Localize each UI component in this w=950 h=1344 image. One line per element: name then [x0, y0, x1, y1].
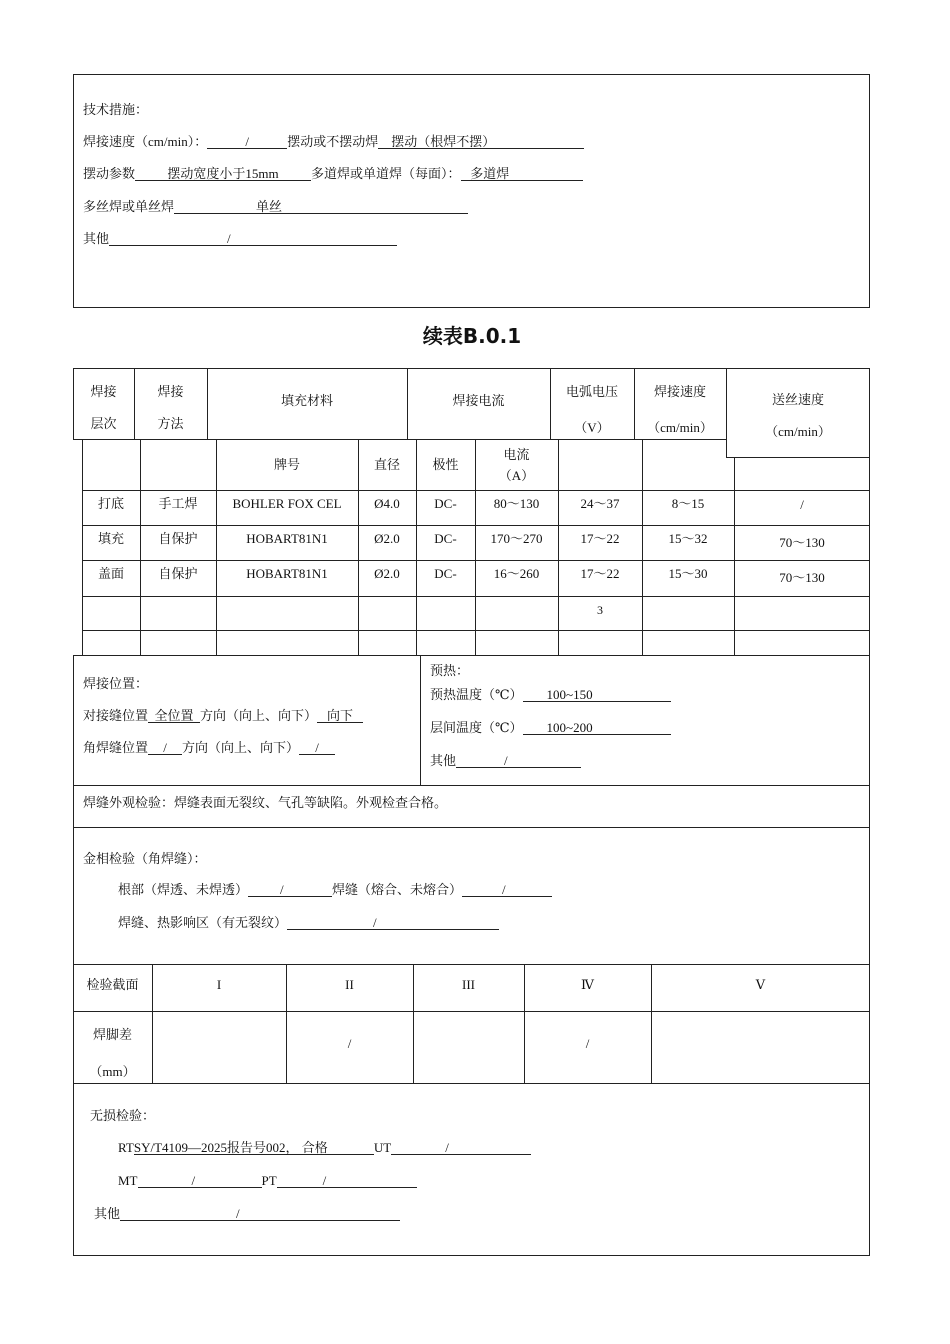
row-speed: 15～30: [668, 566, 708, 581]
row-volt: 17～22: [580, 531, 620, 546]
butt-line: 对接缝位置 全位置 方向（向上、向下） 向下: [83, 708, 363, 724]
row-feed: 70～130: [779, 535, 825, 550]
leg-diff-value: /: [347, 1036, 352, 1051]
mt-value: /: [138, 1173, 262, 1188]
section-title: 续表B.0.1: [422, 324, 522, 348]
section-col-2: II: [345, 977, 354, 992]
haz-line: 焊缝、热影响区（有无裂纹） /: [118, 915, 499, 931]
root-value: /: [248, 882, 332, 897]
fillet-line: 角焊缝位置 / 方向（向上、向下） /: [83, 740, 335, 756]
preheat-temp-value: 100~150: [523, 687, 671, 702]
row-method: 自保护: [158, 566, 198, 581]
header-method: 焊接 方法: [157, 384, 184, 431]
weave-param-line: 摆动参数 摆动宽度小于15mm 多道焊或单道焊（每面）： 多道焊: [83, 166, 583, 182]
preheat-temp-line: 预热温度（℃） 100~150: [430, 687, 671, 703]
header-voltage: 电弧电压 （V）: [565, 384, 618, 435]
wire-line: 多丝焊或单丝焊 单丝: [83, 199, 468, 215]
row-volt: 17～22: [580, 566, 620, 581]
rt-value: SY/T4109—2025报告号002， 合格: [134, 1140, 374, 1155]
ut-value: /: [391, 1140, 531, 1155]
mt-pt-line: MT / PT /: [118, 1173, 417, 1189]
row-feed: 70～130: [779, 570, 825, 585]
row-polarity: DC-: [434, 531, 457, 546]
row-amp: 80～130: [493, 496, 540, 511]
row-diameter: Ø2.0: [374, 531, 400, 546]
subheader-diameter: 直径: [373, 457, 400, 472]
top-other-value: /: [109, 231, 397, 246]
row-brand: HOBART81N1: [246, 531, 328, 546]
section-label: 检验截面: [86, 977, 139, 992]
section-col-1: I: [216, 977, 222, 992]
rt-ut-line: RTSY/T4109—2025报告号002， 合格 UT /: [118, 1140, 531, 1156]
row-amp: 16～260: [493, 566, 540, 581]
position-heading: 焊接位置：: [83, 676, 149, 691]
technical-measures-box: [73, 74, 870, 308]
fillet-position-value: /: [148, 740, 182, 755]
visual-inspection-text: 焊缝外观检验：焊缝表面无裂纹、气孔等缺陷。外观检查合格。: [83, 795, 448, 810]
preheat-other-value: /: [456, 753, 581, 768]
row-layer: 盖面: [97, 566, 124, 581]
ndt-box: [73, 1083, 870, 1256]
butt-position-value: 全位置: [148, 708, 200, 723]
row-feed: /: [800, 497, 804, 512]
weave-param-value: 摆动宽度小于15mm: [135, 166, 311, 181]
row-method: 手工焊: [158, 496, 198, 511]
subheader-polarity: 极性: [432, 457, 459, 472]
section-col-5: Ⅴ: [755, 977, 766, 992]
row-layer: 打底: [97, 496, 124, 511]
row-polarity: DC-: [434, 496, 457, 511]
header-layer: 焊接 层次: [90, 384, 117, 431]
fusion-value: /: [462, 882, 552, 897]
interpass-temp-value: 100~200: [523, 720, 671, 735]
preheat-other-line: 其他 /: [430, 753, 581, 769]
technical-measures-heading: 技术措施：: [83, 102, 149, 117]
header-feed: 送丝速度 （cm/min）: [765, 392, 831, 439]
root-fusion-line: 根部（焊透、未焊透） / 焊缝（熔合、未熔合） /: [118, 882, 552, 898]
row-speed: 8～15: [671, 496, 705, 511]
row-polarity: DC-: [434, 566, 457, 581]
metallographic-heading: 金相检验（角焊缝）：: [83, 851, 207, 866]
ndt-other-line: 其他 /: [94, 1206, 400, 1222]
leg-diff-label: 焊脚差 （mm）: [89, 1027, 136, 1079]
speed-value: /: [207, 134, 287, 149]
top-other-line: 其他 /: [83, 231, 397, 247]
butt-direction-value: 向下: [317, 708, 363, 723]
interpass-temp-line: 层间温度（℃） 100~200: [430, 720, 671, 736]
row-layer: 填充: [97, 531, 124, 546]
pass-value: 多道焊: [461, 166, 583, 181]
header-filler: 填充材料: [280, 393, 333, 408]
section-col-3: III: [462, 977, 475, 992]
speed-line: 焊接速度（cm/min）： / 摆动或不摆动焊 摆动（根焊不摆）: [83, 134, 584, 150]
section-col-4: Ⅳ: [581, 977, 594, 992]
subheader-amp: 电流 （A）: [498, 447, 535, 483]
ndt-heading: 无损检验：: [90, 1108, 156, 1123]
fillet-direction-value: /: [299, 740, 335, 755]
row-method: 自保护: [158, 531, 198, 546]
row-brand: HOBART81N1: [246, 566, 328, 581]
row-amp: 170～270: [490, 531, 543, 546]
subheader-brand: 牌号: [273, 457, 300, 472]
row-brand: BOHLER FOX CEL: [232, 496, 342, 511]
ndt-other-value: /: [120, 1206, 400, 1221]
wire-value: 单丝: [174, 199, 468, 214]
header-current: 焊接电流: [452, 393, 505, 408]
haz-value: /: [287, 915, 499, 930]
header-speed: 焊接速度 （cm/min）: [647, 384, 713, 435]
row-diameter: Ø4.0: [374, 496, 400, 511]
weave-value: 摆动（根焊不摆）: [378, 134, 584, 149]
preheat-heading: 预热：: [430, 663, 470, 678]
row-volt: 24～37: [580, 496, 620, 511]
row-diameter: Ø2.0: [374, 566, 400, 581]
leg-diff-value: /: [585, 1036, 590, 1051]
pt-value: /: [277, 1173, 417, 1188]
row-speed: 15～32: [668, 531, 708, 546]
empty-row-mark: 3: [597, 603, 603, 617]
